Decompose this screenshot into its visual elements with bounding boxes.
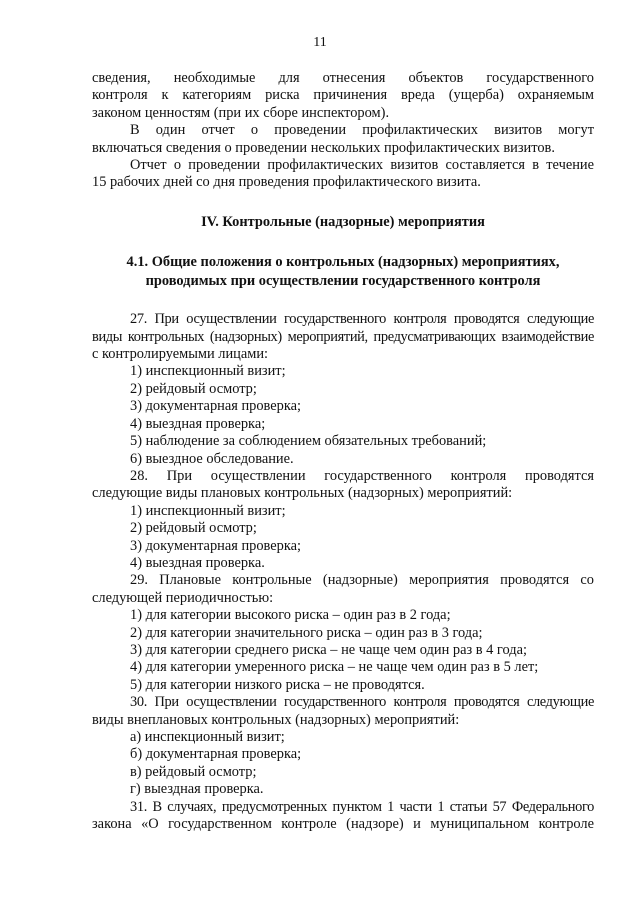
text-line: закона «О государственном контроле (надзоре) и муниципальном контроле bbox=[92, 816, 594, 833]
list-item: 3) документарная проверка; bbox=[130, 537, 301, 554]
list-item: 1) инспекционный визит; bbox=[130, 363, 286, 380]
page-number: 11 bbox=[313, 35, 327, 50]
list-item: 2) рейдовый осмотр; bbox=[130, 520, 257, 537]
list-item: 1) для категории высокого риска – один раз в 2 года; bbox=[130, 607, 451, 624]
list-item: 5) для категории низкого риска – не проводятся. bbox=[130, 676, 425, 693]
paragraph-line: 28. При осуществлении государственного контроля проводятся bbox=[130, 467, 594, 484]
list-item: г) выездная проверка. bbox=[130, 781, 264, 798]
text-line: законом ценностям (при их сборе инспектором). bbox=[92, 104, 390, 121]
list-item: 4) выездная проверка; bbox=[130, 415, 266, 432]
subsection-heading-line: 4.1. Общие положения о контрольных (надзорных) мероприятиях, bbox=[126, 254, 560, 271]
paragraph-line: 27. При осуществлении государственного контроля проводятся следующие bbox=[130, 311, 594, 328]
list-item: 4) для категории умеренного риска – не чаще чем один раз в 5 лет; bbox=[130, 659, 539, 676]
list-item: 3) для категории среднего риска – не чаще чем один раз в 4 года; bbox=[130, 641, 527, 658]
list-item: б) документарная проверка; bbox=[130, 746, 302, 763]
text-line: виды внеплановых контрольных (надзорных) мероприятий: bbox=[92, 711, 460, 728]
text-line: 15 рабочих дней со дня проведения профилактического визита. bbox=[92, 174, 481, 191]
subsection-heading-line: проводимых при осуществлении государственного контроля bbox=[145, 273, 541, 290]
paragraph-line: Отчет о проведении профилактических визитов составляется в течение bbox=[130, 157, 594, 174]
list-item: 2) рейдовый осмотр; bbox=[130, 380, 257, 397]
list-item: в) рейдовый осмотр; bbox=[130, 763, 257, 780]
paragraph-line: 29. Плановые контрольные (надзорные) мероприятия проводятся со bbox=[130, 572, 594, 589]
list-item: 3) документарная проверка; bbox=[130, 398, 301, 415]
text-line: следующей периодичностью: bbox=[92, 589, 274, 606]
list-item: 5) наблюдение за соблюдением обязательных требований; bbox=[130, 433, 487, 450]
list-item: 1) инспекционный визит; bbox=[130, 502, 286, 519]
paragraph-line: 31. В случаях, предусмотренных пунктом 1 части 1 статьи 57 Федерального bbox=[130, 798, 594, 815]
section-heading: IV. Контрольные (надзорные) мероприятия bbox=[201, 213, 485, 230]
text-line: с контролируемыми лицами: bbox=[92, 346, 269, 363]
text-line: виды контрольных (надзорных) мероприятий, предусматривающих взаимодействие bbox=[92, 328, 594, 345]
page-body bbox=[92, 70, 594, 833]
paragraph-line: 30. При осуществлении государственного контроля проводятся следующие bbox=[130, 694, 594, 711]
paragraph-line: В один отчет о проведении профилактических визитов могут bbox=[130, 122, 594, 139]
list-item: а) инспекционный визит; bbox=[130, 729, 285, 745]
text-line: сведения, необходимые для отнесения объектов государственного bbox=[92, 70, 594, 86]
text-line: следующие виды плановых контрольных (надзорных) мероприятий: bbox=[92, 485, 513, 502]
list-item: 6) выездное обследование. bbox=[130, 450, 294, 467]
subsection-heading bbox=[92, 253, 594, 291]
list-item: 4) выездная проверка. bbox=[130, 554, 265, 571]
text-line: включаться сведения о проведении нескольких профилактических визитов. bbox=[92, 139, 555, 156]
list-item: 2) для категории значительного риска – один раз в 3 года; bbox=[130, 624, 483, 641]
text-line: контроля к категориям риска причинения вреда (ущерба) охраняемым bbox=[92, 87, 594, 104]
